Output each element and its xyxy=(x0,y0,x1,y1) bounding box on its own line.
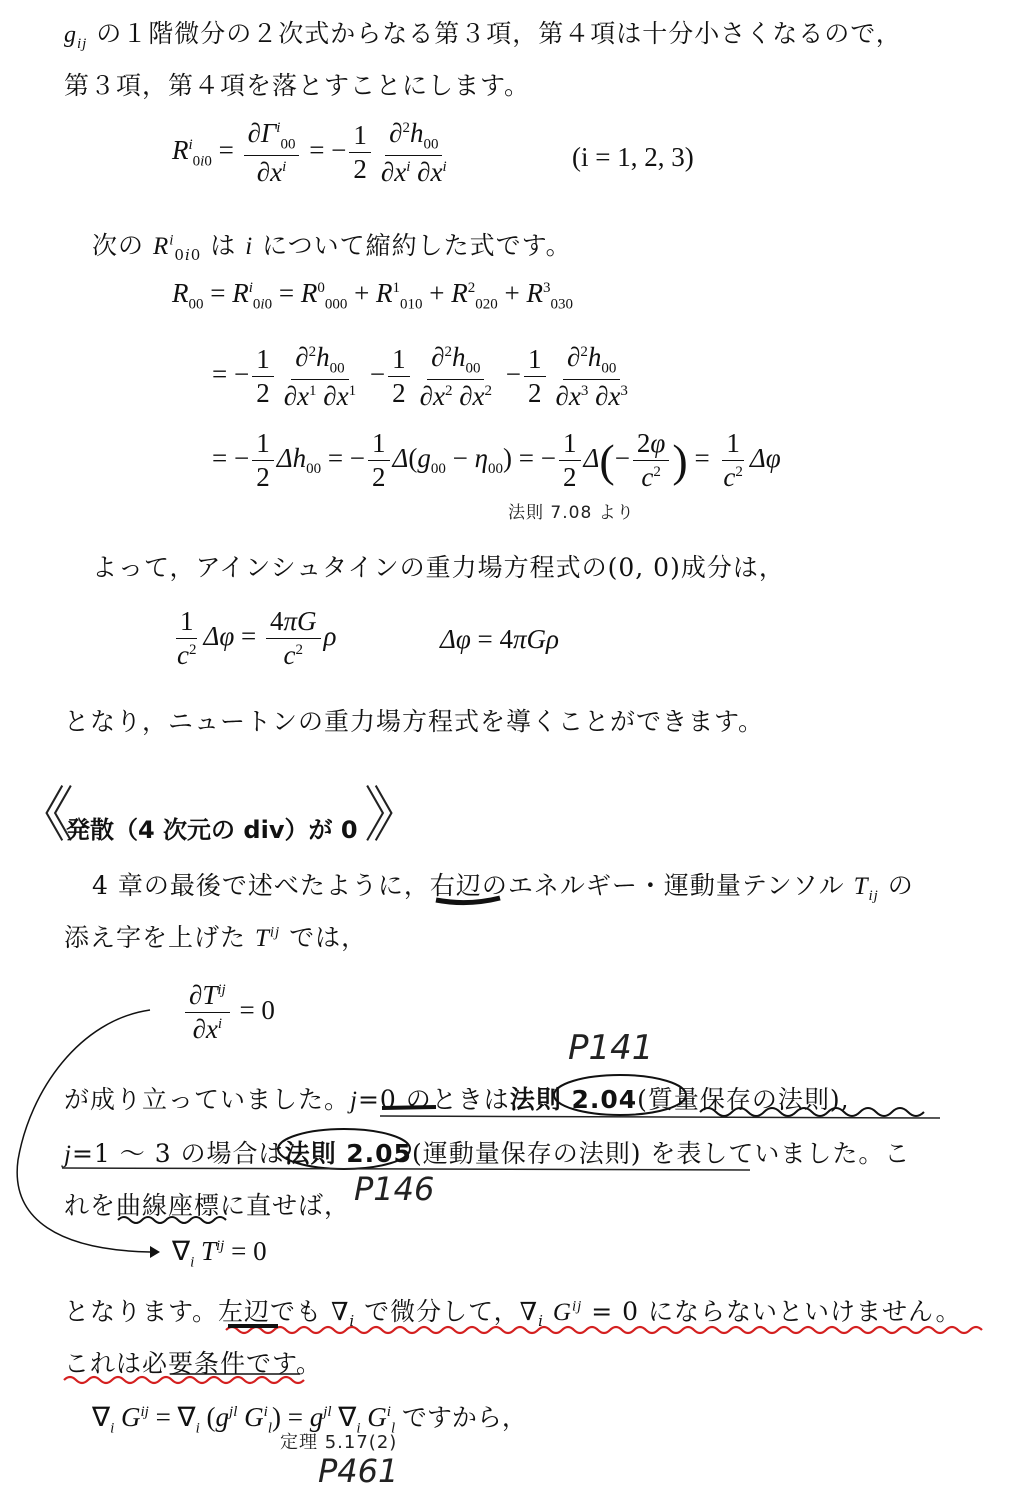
text: となります。 xyxy=(64,1297,219,1326)
intro-line-1-text: の１階微分の２次式からなる第３項，第４項は十分小さくなるので， xyxy=(87,19,902,48)
annotation-theorem-5-17: 定理 5.17(2) xyxy=(280,1432,398,1453)
paragraph-necessary-line-2: これは必要条件です。 xyxy=(64,1349,323,1378)
text: が成り立っていました。 xyxy=(64,1085,351,1114)
annotation-law-7-08: 法則 7.08 より xyxy=(508,503,635,523)
underline-j0 xyxy=(382,1107,436,1108)
red-wavy-line-2 xyxy=(64,1377,304,1383)
intro-line-1: $g_{ij}$ の１階微分の２次式からなる第３項，第４項は十分小さくなるので， xyxy=(64,19,902,52)
paragraph-conservation-line-2: j=1 〜 3 の場合は法則 2.05(運動量保存の法則) を表していました。こ xyxy=(64,1139,911,1168)
paragraph-tensor-line-1: 4 章の最後で述べたように，右辺のエネルギー・運動量テンソル $T_{ij}$ の xyxy=(92,871,914,904)
curved-arrow xyxy=(17,1010,150,1252)
section-heading: 発散（4 次元の div）が 0 xyxy=(66,816,358,844)
text-right-side: 右辺 xyxy=(429,871,482,900)
text-curved-coords: 曲線座標 xyxy=(116,1191,221,1220)
underline-line-1 xyxy=(380,1116,940,1118)
text: (質量保存の法則), xyxy=(637,1085,850,1114)
wavy-mass-conservation xyxy=(700,1108,924,1116)
intro-line-2: 第３項，第４項を落とすことにします。 xyxy=(64,71,531,100)
equation-poisson-derivation: $\frac{1}{c^2}$ Δφ = $\frac{4\pi G}{c^2}$ ρ xyxy=(177,606,337,671)
handwritten-p146: P146 xyxy=(354,1170,435,1208)
text: れを xyxy=(64,1191,117,1220)
arrow-head-icon xyxy=(150,1246,160,1258)
paragraph-einstein-component: よって，アインシュタインの重力場方程式の(0, 0)成分は， xyxy=(92,553,785,582)
text: に直せば， xyxy=(220,1191,351,1220)
underline-right-side xyxy=(436,898,500,903)
paragraph-tensor-line-2: 添え字を上げた $T^{ij}$ では， xyxy=(64,923,368,952)
paragraph-newton: となり，ニュートンの重力場方程式を導くことができます。 xyxy=(64,707,765,736)
equation-riemann-component: $R^i_{0i0}$ = $\frac{\partial\Gamma^i_{00}}{\partial x^i}$ = − $\frac{1}{2}$ $\frac{\partial^2h_{00}}{\partial x^i \partial x^i}$ xyxy=(172,118,447,187)
equation-condition: (i = 1, 2, 3) xyxy=(572,142,694,172)
equation-ricci-line-3: = − $\frac{1}{2}$ $\Delta h_{00}$ = − $\frac{1}{2}$ $\Delta(g_{00} - \eta_{00})$ = − $\frac{1}{2}$ Δ(− $\frac{2\varphi}{c^2}$ ) = $\frac{1}{c^2}$ Δφ xyxy=(212,428,781,493)
handwritten-p141: P141 xyxy=(568,1028,654,1068)
wavy-curved-coords xyxy=(118,1217,226,1223)
paragraph-contraction: 次の $R^i_{0i0}$ は i について縮約した式です。 xyxy=(92,231,572,264)
text: のエネルギー・運動量テンソル xyxy=(481,871,845,900)
handwritten-p461: P461 xyxy=(318,1452,399,1490)
circle-law-2-04 xyxy=(554,1075,686,1115)
text: (運動量保存の法則) を表していました。こ xyxy=(411,1139,911,1168)
equation-poisson: Δφ = 4πGρ xyxy=(440,624,560,654)
equation-ricci-line-1: $R_{00} = R^i_{0i0} = R^0_{000} + R^1_{010} + R^2_{020} + R^3_{030}$ xyxy=(172,278,574,313)
paragraph-necessary-line-1: となります。左辺でも $\nabla_i$ で微分して，$\nabla_i$ $G^{ij} = 0$ にならないといけません。 xyxy=(64,1297,962,1330)
red-wavy-line-1 xyxy=(226,1327,982,1333)
circle-law-2-05 xyxy=(278,1129,410,1169)
underline-line-2 xyxy=(62,1168,750,1170)
right-angle-bracket: 》 xyxy=(364,781,424,851)
text: 4 章の最後で述べたように， xyxy=(92,871,430,900)
text: の xyxy=(887,871,914,900)
left-angle-bracket: 《 xyxy=(14,781,74,851)
paragraph-conservation-line-1: が成り立っていました。j=0 のときは法則 2.04(質量保存の法則), xyxy=(64,1085,850,1114)
equation-divergence-partial: $\frac{\partial T^{ij}}{\partial x^i}$ = 0 xyxy=(182,980,275,1045)
equation-covariant-divergence-t: $\nabla_i$ $T^{ij} = 0$ xyxy=(172,1236,267,1271)
equation-ricci-line-2: = − $\frac{1}{2}$ $\frac{\partial^2h_{00}}{\partial x^1 \partial x^1}$ − $\frac{1}{2}$ $\frac{\partial^2h_{00}}{\partial x^2 \partial x^2}$ − $\frac{1}{2}$ $\frac{\partial^2h_{00}}{\partial x^3 \partial x^3}$ xyxy=(212,342,628,411)
equation-covariant-divergence-g: $\nabla_i$ $G^{ij} = \nabla_i$ ($g^{jl}$ $G^i_l) = g^{jl}$ $\nabla_i$ $G^i_l$ ですから， xyxy=(92,1402,527,1437)
law-2-05-ref: 法則 2.05 xyxy=(284,1139,412,1168)
law-2-04-ref: 法則 2.04 xyxy=(509,1085,638,1114)
